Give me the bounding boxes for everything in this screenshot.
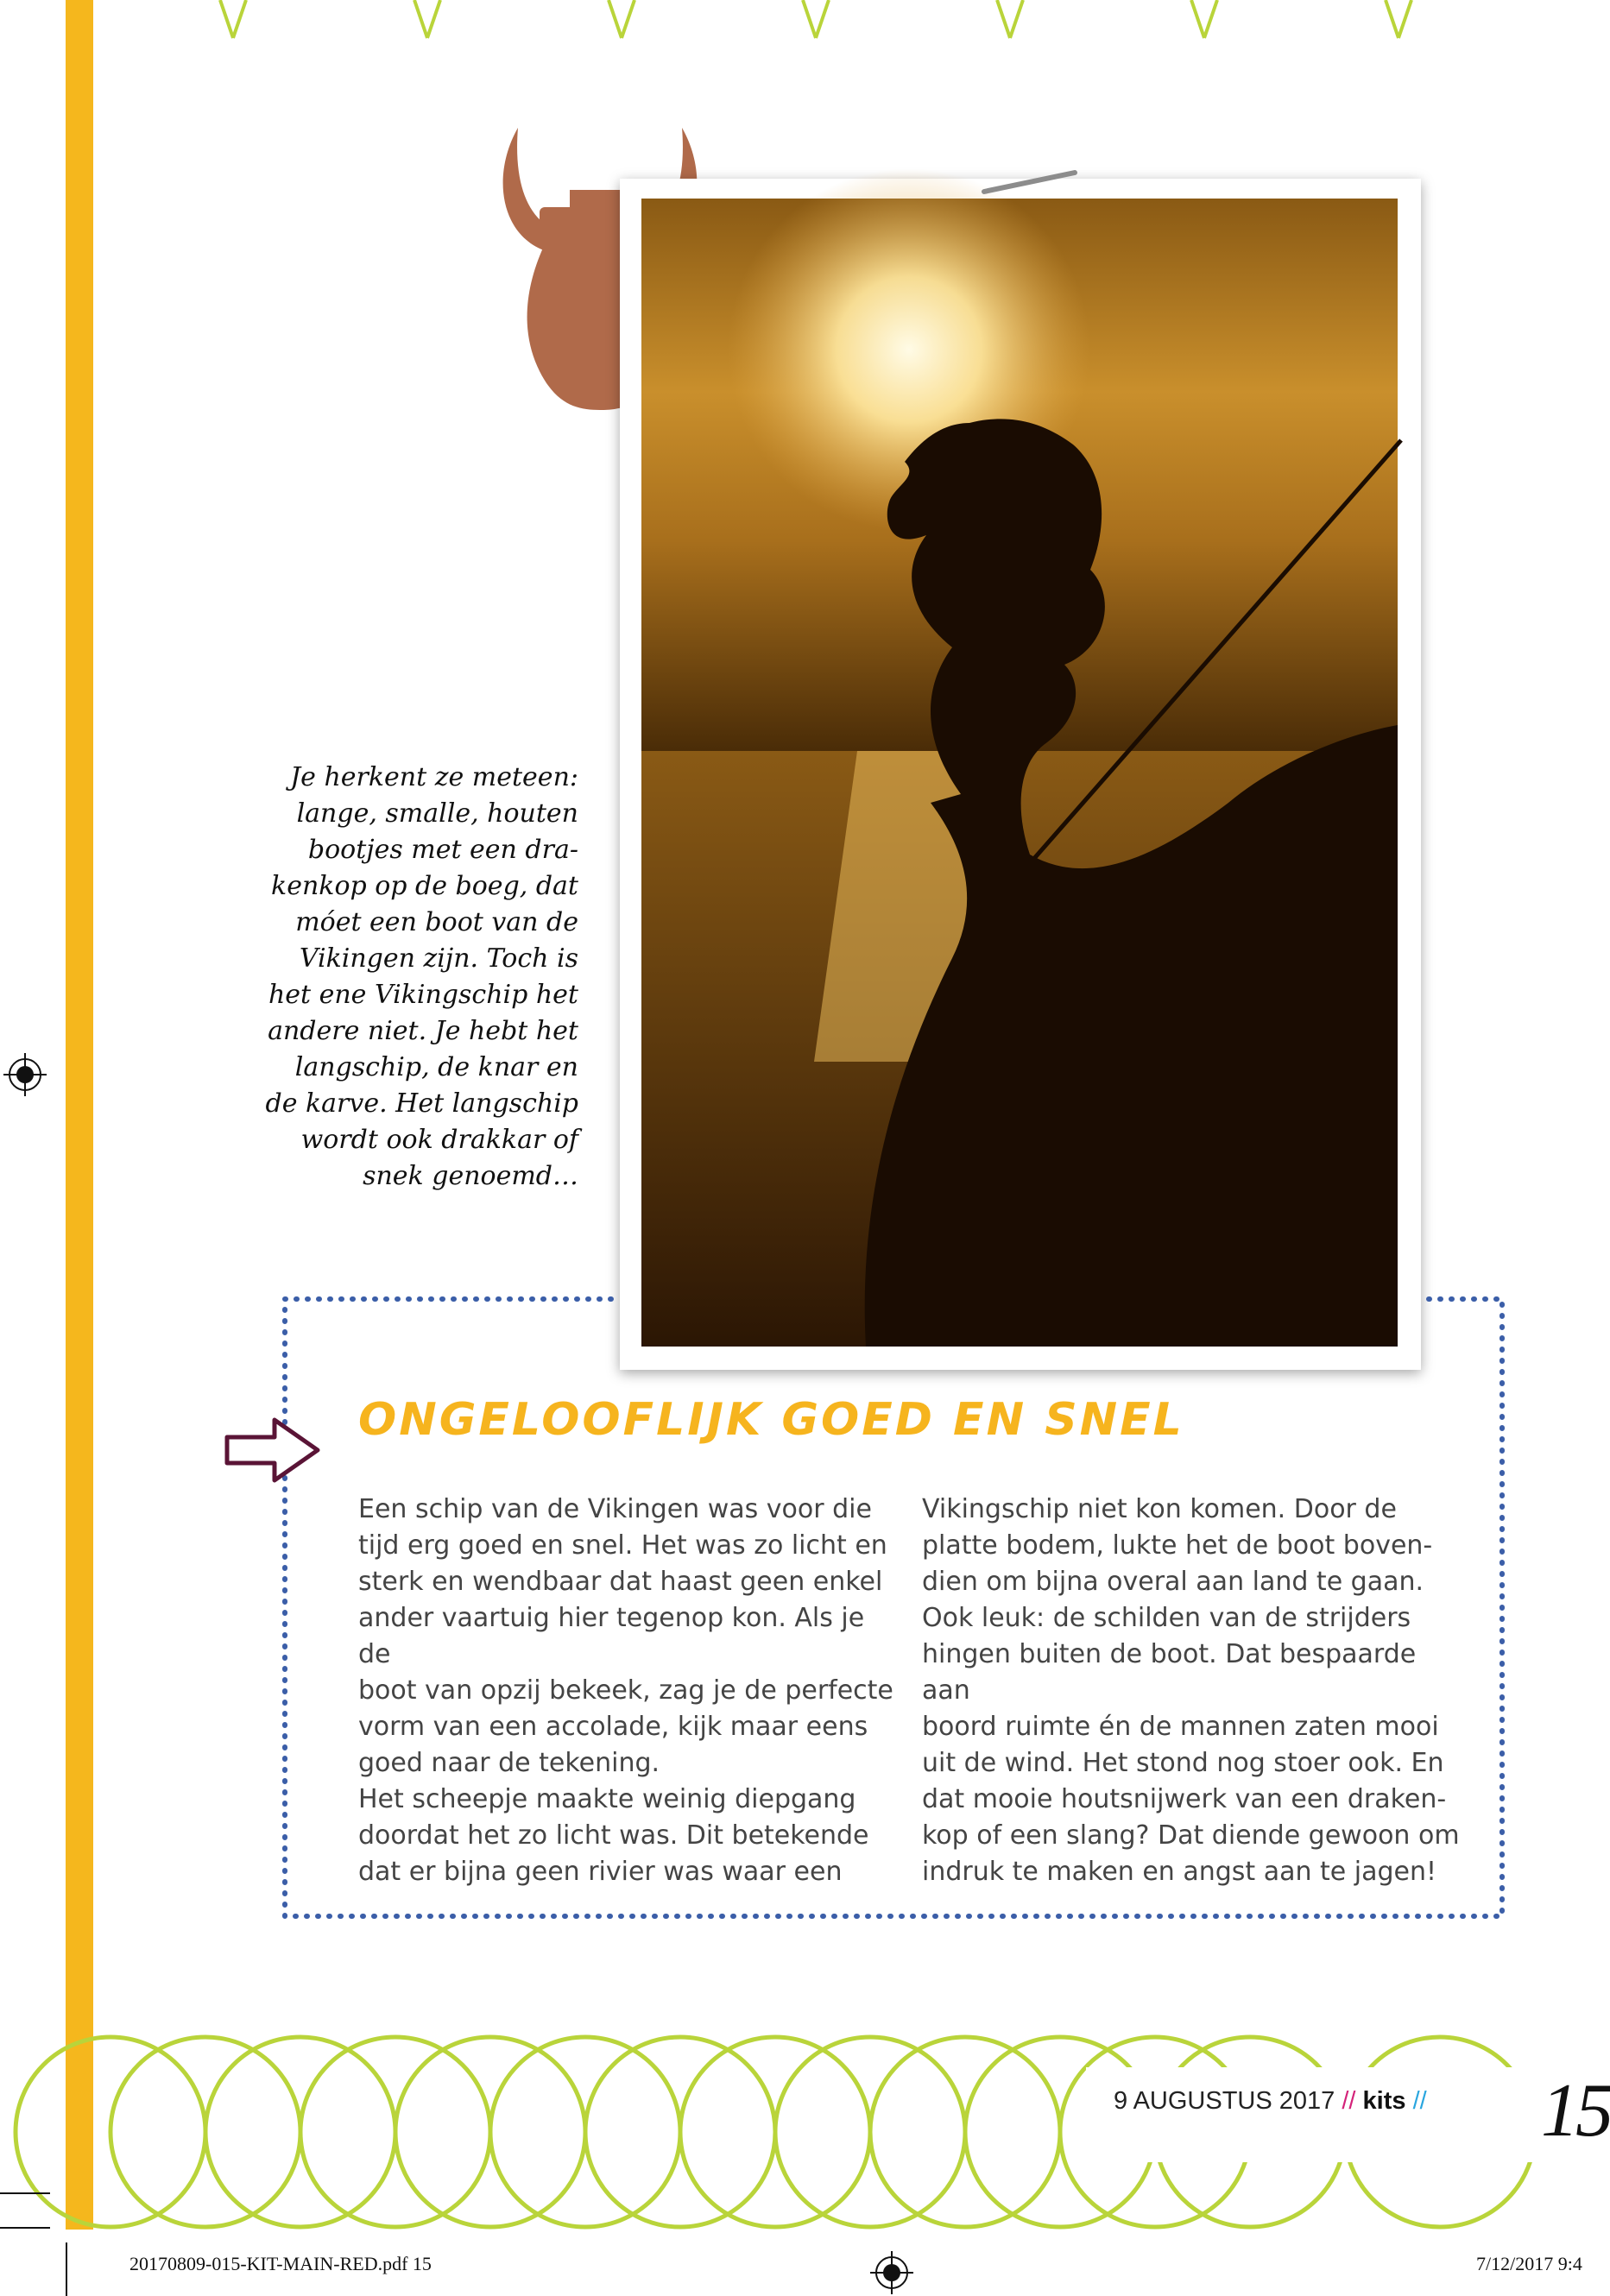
registration-mark-icon-bottom — [870, 2251, 913, 2294]
intro-text: Je herkent ze meteen: lange, smalle, houten bootjes met een dra- kenkop op de boeg, dat móet een boot van de Vikingen zijn. Toch is het ene Vikingschip het andere niet. Je hebt het langschip, de knar en de karve. Het langschip wordt ook drakkar of snek genoemd… — [265, 762, 578, 1191]
arrow-right-icon — [223, 1416, 326, 1485]
footer-line — [1114, 2087, 1427, 2116]
viking-ship-photo — [641, 199, 1398, 1347]
yellow-margin-bar — [66, 0, 93, 2230]
registration-mark-icon — [3, 1053, 47, 1096]
article-column-right: Vikingschip niet kon komen. Door de platte bodem, lukte het de boot boven- dien om bijna overal aan land te gaan. Ook leuk: de schilden van de strijders hingen buiten de boot. Dat bespaarde aan boord ruimte én de mannen zaten mooi uit de wind. Het stond nog stoer ook. En dat mooie houtsnijwerk van een draken- kop of een slang? Dat diende gewoon om indruk te maken en angst aan te jagen! — [922, 1494, 1460, 1887]
crop-mark — [0, 2227, 50, 2229]
footer-separator-2: // — [1412, 2087, 1427, 2115]
print-slug-datetime: 7/12/2017 9:4 — [1476, 2253, 1582, 2274]
article-heading: ONGELOOFLIJK GOED EN SNEL — [358, 1394, 1184, 1446]
crop-mark — [66, 2242, 67, 2296]
bottom-circle-pattern — [93, 2037, 1593, 2227]
print-slug-file: 20170809-015-KIT-MAIN-RED.pdf 15 — [129, 2253, 432, 2274]
crop-mark — [0, 2192, 50, 2194]
page-number: 15 — [1541, 2069, 1610, 2153]
footer-separator: // — [1342, 2087, 1356, 2115]
article-column-left: Een schip van de Vikingen was voor die tijd erg goed en snel. Het was zo licht en sterk en wendbaar dat haast geen enkel ander vaartuig hier tegenop kon. Als je de boot van opzij bekeek, zag je de perfecte vorm van een accolade, kijk maar eens goed naar de tekening. Het scheepje maakte weinig diepgang doordat het zo licht was. Dit betekende dat er bijna geen rivier was waar een — [358, 1494, 893, 1887]
footer-date: 9 AUGUSTUS 2017 — [1114, 2087, 1335, 2115]
top-arrow-border — [0, 0, 1593, 52]
footer-brand: kits — [1362, 2087, 1406, 2115]
paperclip-icon — [980, 166, 1079, 200]
